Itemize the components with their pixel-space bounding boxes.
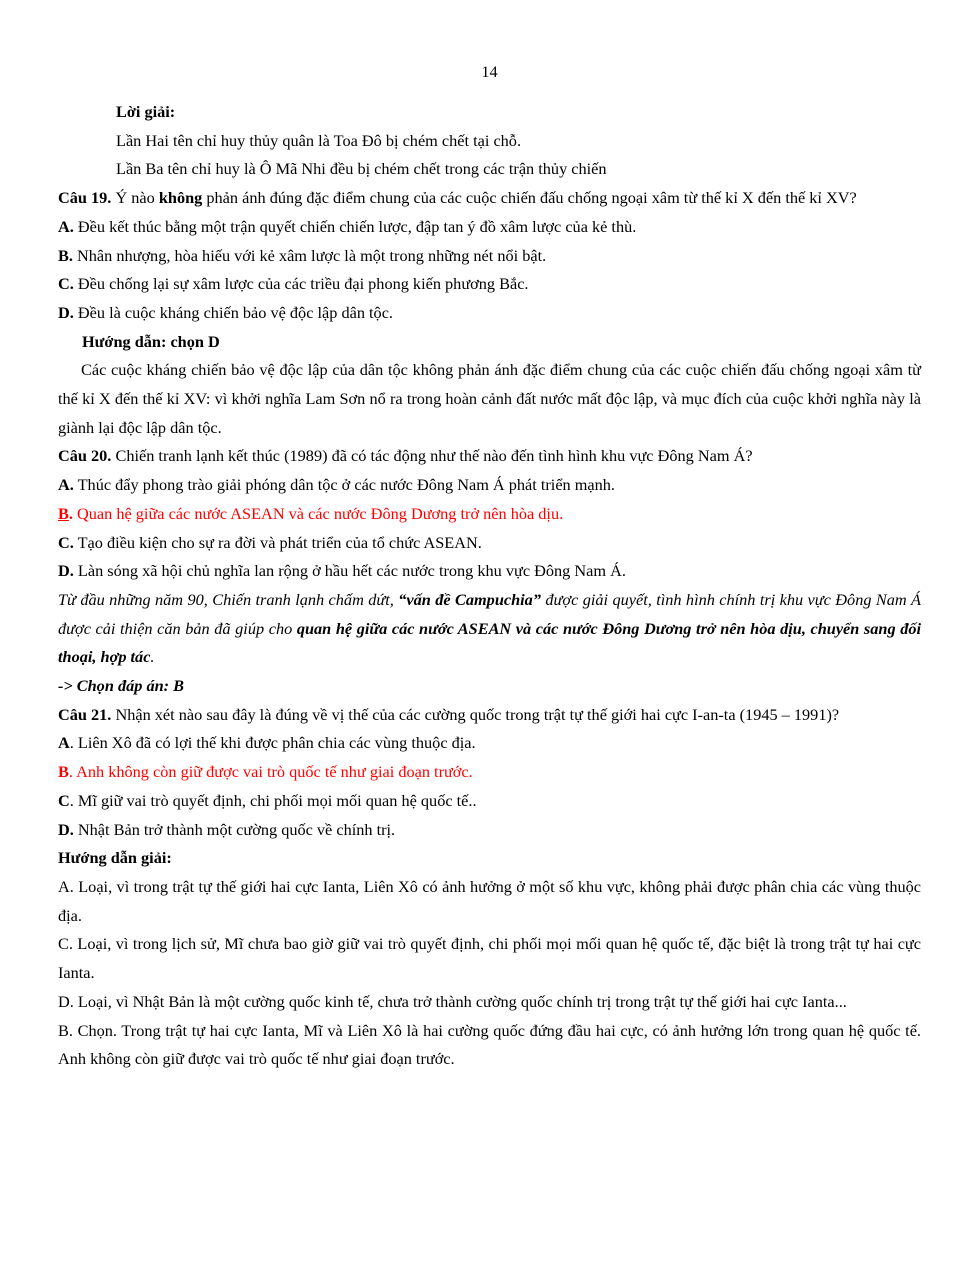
q21-guide-d: D. Loại, vì Nhật Bản là một cường quốc kinh tế, chưa trở thành cường quốc chính trị trong trật tự thế giới hai cực Ianta...: [58, 991, 847, 1011]
q19-option-a: A. Đều kết thúc bằng một trận quyết chiến chiến lược, đập tan ý đồ xâm lược của kẻ thù.: [58, 216, 637, 236]
question-19: Câu 19. Ý nào không phản ánh đúng đặc điểm chung của các cuộc chiến đấu chống ngoại xâm từ thế kỉ X đến thế kỉ XV?: [58, 188, 857, 208]
solution-line-2: Lần Ba tên chỉ huy là Ô Mã Nhi đều bị chém chết trong các trận thủy chiến: [116, 159, 607, 179]
page-content: [58, 98, 921, 1074]
q19-option-c: C. Đều chống lại sự xâm lược của các triều đại phong kiến phương Bắc.: [58, 274, 529, 294]
q19-explanation: Các cuộc kháng chiến bảo vệ độc lập của dân tộc không phản ánh đặc điểm chung của các cuộc chiến đấu chống ngoại xâm từ thế kỉ X đến thế kỉ XV: vì khởi nghĩa Lam Sơn nổ ra trong hoàn cảnh đất nước mất độc lập, và mục đích của cuộc khởi nghĩa này là giành lại độc lập dân tộc.: [58, 360, 921, 437]
q21-option-d: D. Nhật Bản trở thành một cường quốc về chính trị.: [58, 819, 396, 839]
q21-guide-b: B. Chọn. Trong trật tự hai cực Ianta, Mĩ và Liên Xô là hai cường quốc đứng đầu hai cực, có ảnh hưởng lớn trong quan hệ quốc tế. Anh không còn giữ được vai trò quốc tế như giai đoạn trước.: [58, 1020, 921, 1069]
solution-line-1: Lần Hai tên chỉ huy thủy quân là Toa Đô bị chém chết tại chỗ.: [116, 130, 522, 150]
q21-guide-a: A. Loại, vì trong trật tự thế giới hai cực Ianta, Liên Xô có ảnh hưởng ở một số khu vực, không phải được phân chia các vùng thuộc địa.: [58, 876, 921, 925]
q21-guide-heading: Hướng dẫn giải:: [58, 848, 172, 868]
q20-option-c: C. Tạo điều kiện cho sự ra đời và phát triển của tổ chức ASEAN.: [58, 532, 482, 552]
q20-explanation: Từ đầu những năm 90, Chiến tranh lạnh chấm dứt, “vấn đề Campuchia” được giải quyết, tình hình chính trị khu vực Đông Nam Á được cải thiện căn bản đã giúp cho quan hệ giữa các nước ASEAN và các nước Đông Dương trở nên hòa dịu, chuyển sang đối thoại, hợp tác.: [58, 589, 922, 667]
q21-option-a: A. Liên Xô đã có lợi thế khi được phân chia các vùng thuộc địa.: [58, 733, 476, 753]
q20-option-d: D. Làn sóng xã hội chủ nghĩa lan rộng ở hầu hết các nước trong khu vực Đông Nam Á.: [58, 561, 626, 581]
q21-option-c: C. Mĩ giữ vai trò quyết định, chi phối mọi mối quan hệ quốc tế..: [58, 790, 477, 810]
q21-guide-c: C. Loại, vì trong lịch sử, Mĩ chưa bao giờ giữ vai trò quyết định, chi phối mọi mối quan hệ quốc tế, đặc biệt là trong trật tự hai cực Ianta.: [58, 934, 921, 983]
q19-guide-heading: Hướng dẫn: chọn D: [82, 331, 220, 351]
q20-option-b: B. Quan hệ giữa các nước ASEAN và các nước Đông Dương trở nên hòa dịu.: [58, 503, 564, 523]
question-20: Câu 20. Chiến tranh lạnh kết thúc (1989) đã có tác động như thế nào đến tình hình khu vực Đông Nam Á?: [58, 446, 753, 466]
q19-option-d: D. Đều là cuộc kháng chiến bảo vệ độc lập dân tộc.: [58, 302, 393, 322]
q19-option-b: B. Nhân nhượng, hòa hiếu với kẻ xâm lược là một trong những nét nổi bật.: [58, 245, 547, 265]
q20-answer: -> Chọn đáp án: B: [58, 676, 184, 696]
q21-option-b: B. Anh không còn giữ được vai trò quốc tế như giai đoạn trước.: [58, 762, 473, 782]
solution-heading: Lời giải:: [116, 102, 176, 121]
question-21: Câu 21. Nhận xét nào sau đây là đúng về vị thế của các cường quốc trong trật tự thế giới hai cực I-an-ta (1945 – 1991)?: [58, 704, 840, 724]
page-number: 14: [481, 62, 498, 81]
q20-option-a: A. Thúc đẩy phong trào giải phóng dân tộc ở các nước Đông Nam Á phát triển mạnh.: [58, 475, 616, 495]
